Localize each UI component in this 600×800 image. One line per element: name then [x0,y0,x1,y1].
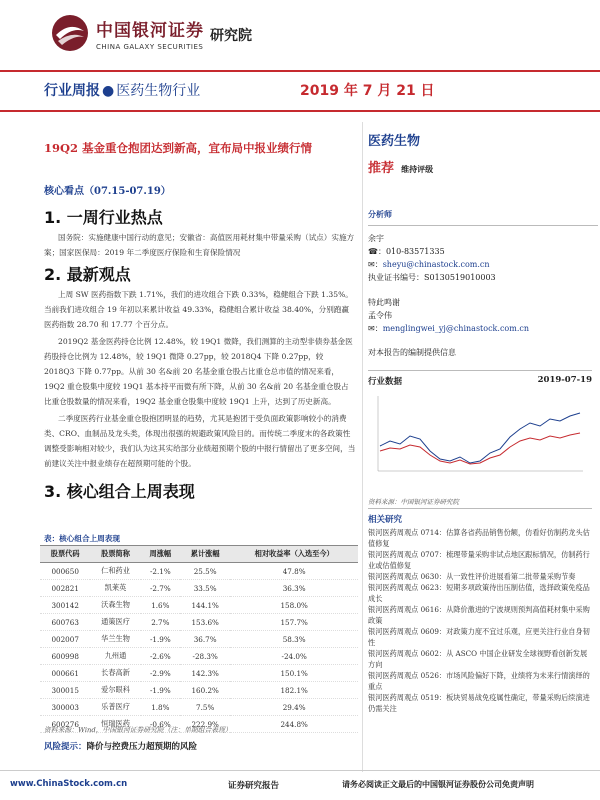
table-cell: 000650 [40,563,90,580]
related-item[interactable]: 银河医药周观点 0526：市场风险偏好下降，业绩将为未来行情演绎的重点 [368,671,590,691]
table-header-cell: 周涨幅 [141,546,180,563]
table-cell: -24.0% [230,648,358,665]
assist-label: 特此鸣谢 [368,298,400,307]
table-row [40,682,358,699]
logo-text-cn: 中国银河证券 [96,20,204,41]
table-cell: 长春高新 [90,665,140,682]
chart-series-red [380,433,580,464]
chart-header [368,375,592,387]
section2-paragraph2: 2019Q2 基金医药持仓比例 12.48%，较 19Q1 微降，我们测算的主动型非债券基金医药股持仓比例为 12.48%，较 19Q1 微降 0.27pp，较 2018Q4 下降 0.27pp，较 2018Q3 下降 0.77pp。从前 30 名&前 20 名基金重仓股占比重仓总市值的情况来看，19Q2 重仓股集中度较 19Q1 基本持平而微有所下降，从前 30 名&前 20 名基金重仓股占比重仓股数量的情况来看，19Q2 基金重仓股集中度较 19Q1 上升，达到了历史新高。 [44,337,353,406]
table-cell: 000661 [40,665,90,682]
table-cell: 36.7% [180,631,230,648]
related-item[interactable]: 银河医药周观点 0616：从降价激进的宁波规则预判高值耗材集中采购政策 [368,605,590,625]
core-label: 核心看点（07.15-07.19） [44,186,171,197]
chart-date: 2019-07-19 [537,375,592,385]
sector-label: 医药生物行业 [116,83,201,99]
table-cell: 157.7% [230,614,358,631]
table-cell: 1.8% [141,699,180,716]
table-body [40,563,358,733]
table-cell: 华兰生物 [90,631,140,648]
email-icon: ✉： [368,324,383,333]
table-row [40,614,358,631]
table-cell: 恒瑞医药 [90,716,140,733]
footer-center: 证券研究报告 [228,781,280,791]
table-cell: 300003 [40,699,90,716]
analyst-label: 分析师 [368,209,392,219]
table-row [40,631,358,648]
table-row [40,580,358,597]
section1-title: 1. 一周行业热点 [44,208,163,227]
portfolio-table [40,545,358,733]
table-header-cell: 股票代码 [40,546,90,563]
chart-title: 行业数据 [368,377,403,387]
table-cell: 通策医疗 [90,614,140,631]
related-item[interactable]: 银河医药周观点 0707：梳理带量采购非试点地区跟标情况，仿制药行业或估值修复 [368,550,590,570]
column-divider [362,122,363,772]
rating-note: 维持评级 [401,164,434,174]
table-source: 资料来源：Wind，中国银河证券研究院（注：单期组合表现） [44,726,232,734]
banner-top-rule [0,70,600,72]
table-header-cell: 累计涨幅 [180,546,230,563]
table-cell: 沃森生物 [90,597,140,614]
report-date: 2019 年 7 月 21 日 [300,83,435,99]
related-research [368,508,592,714]
rating-block [368,157,600,176]
table-cell: 爱尔眼科 [90,682,140,699]
table-cell: 150.1% [230,665,358,682]
table-cell: -0.6% [141,716,180,733]
logo-text-en: CHINA GALAXY SECURITIES [96,42,204,51]
related-item[interactable]: 银河医药周观点 0519：板块贸易战免疫属性确定，带量采购后续演进仍需关注 [368,693,590,713]
table-cell: 25.5% [180,563,230,580]
institute-label: 研究院 [210,28,252,44]
related-list [368,527,592,714]
assist-note: 对本报告的编制提供信息 [368,348,456,357]
table-header-cell: 股票简称 [90,546,140,563]
table-cell: 182.1% [230,682,358,699]
bullet: ● [102,83,115,99]
table-cell: -1.9% [141,631,180,648]
related-item[interactable]: 银河医药周观点 0602：从 ASCO 中国企业研发全球视野看创新发展方向 [368,649,588,669]
related-item[interactable]: 银河医药周观点 0630：从一致性评价进展看第二批带量采购节奏 [368,572,576,581]
assist-email-value[interactable]: menglingwei_yj@chinastock.com.cn [382,324,530,333]
table-cell: 002007 [40,631,90,648]
table-cell: 36.3% [230,580,358,597]
table-cell: 158.0% [230,597,358,614]
table-cell: 凯莱英 [90,580,140,597]
table-cell: 222.9% [180,716,230,733]
table-cell: 144.1% [180,597,230,614]
table-cell: 58.3% [230,631,358,648]
table-cell: -28.3% [180,648,230,665]
table-row [40,699,358,716]
related-label: 相关研究 [368,515,403,525]
analyst-info [368,232,600,284]
section1-text: 国务院：实施健康中国行动的意见；安徽省：高值医用耗材集中带量采购（试点）实施方案；国家医保局：2019 年二季度医疗保险和生育保险情况 [44,233,355,257]
chart-source: 资料来源：中国银河证券研究院 [368,498,459,506]
section2-paragraph3: 二季度医药行业基金重仓股抱团明显的趋势，尤其是抱团于受负面政策影响较小的消费类、CRO、血制品及龙头类，体现出很强的规避政策风险目的。而传统二季度末的各政策性调整受影响相对较少，我们认为这其实给部分业绩超预期个股的中报行情留出了更多空间，当前建议关注中报业绩存在超预期可能的个股。 [44,414,356,468]
table-cell: 仁和药业 [90,563,140,580]
risk-text: 降价与控费压力超预期的风险 [86,742,198,752]
section2-paragraph1: 上周 SW 医药指数下跌 1.71%，我们的进攻组合下跌 0.33%，稳健组合下跌 1.35%。当前我们进攻组合 19 年初以来累计收益 49.33%，稳健组合累计收益 38.40%，分别跑赢医药指数 28.70 和 17.77 个百分点。 [44,290,353,329]
table-row [40,648,358,665]
industry-chart-box [368,370,592,506]
related-item[interactable]: 银河医药周观点 0623：短期多项政策待出压制估值，选择政策免疫品成长 [368,583,590,603]
assist-email[interactable] [368,322,600,335]
analyst-email[interactable]: sheyu@chinastock.com.cn [382,260,490,269]
table-cell: 600276 [40,716,90,733]
table-cell: 2.7% [141,614,180,631]
table-cell: 300142 [40,597,90,614]
section2-title: 2. 最新观点 [44,265,131,284]
report-headline: 19Q2 基金重仓抱团达到新高，宜布局中报业绩行情 [44,141,313,155]
table-cell: -2.6% [141,648,180,665]
table-row [40,597,358,614]
analyst-phone: 010-83571335 [385,247,445,256]
table-cell: 244.8% [230,716,358,733]
related-item[interactable]: 银河医药周观点 0714：估算各省药品销售份额，仿看好仿制药龙头估值修复 [368,528,590,548]
table-header-cell: 相对收益率（入选至今） [230,546,358,563]
rating: 推荐 [368,161,395,176]
cert-label: 执业证书编号： [368,273,424,282]
table-cell: 002821 [40,580,90,597]
analyst-cert: S0130519010003 [424,273,496,282]
sidebar [368,130,600,358]
analyst-phone-row [368,245,600,258]
table-cell: 160.2% [180,682,230,699]
industry-line-chart [368,391,592,491]
table-cell: -2.9% [141,665,180,682]
table-header-row [40,546,358,563]
main-content [44,182,356,502]
table-cell: 7.5% [180,699,230,716]
table-cell: 47.8% [230,563,358,580]
table-cell: 乐普医疗 [90,699,140,716]
assist-name: 孟令伟 [368,311,392,320]
table-cell: 300015 [40,682,90,699]
chart-series-blue [380,413,580,463]
table-cell: -2.1% [141,563,180,580]
table-cell: 1.6% [141,597,180,614]
table-cell: 142.3% [180,665,230,682]
table-cell: 600763 [40,614,90,631]
table-cell: 153.6% [180,614,230,631]
page-footer [0,770,600,800]
related-item[interactable]: 银河医药周观点 0609：对政策力度不宜过乐观，应更关注行业自身韧性 [368,627,590,647]
report-type: 行业周报 [44,83,100,99]
footer-site[interactable]: www.ChinaStock.com.cn [10,779,128,789]
sidebar-sector: 医药生物 [368,134,421,149]
table-cell: -2.7% [141,580,180,597]
assist-info [368,296,600,335]
banner-bottom-rule [0,110,600,112]
table-row [40,563,358,580]
analyst-email-row [368,258,600,271]
table-cell: 600998 [40,648,90,665]
table-caption: 表：核心组合上周表现 [44,534,120,543]
email-icon: ✉： [368,260,383,269]
report-category [44,80,200,100]
analyst-header [368,202,598,226]
risk-warning [44,740,197,752]
table-cell: -1.9% [141,682,180,699]
table-cell: 29.4% [230,699,358,716]
phone-icon: ☎： [368,247,386,256]
galaxy-logo-icon [50,13,90,53]
table-row [40,665,358,682]
analyst-cert-row [368,271,600,284]
company-logo [50,10,410,56]
table-cell: 九州通 [90,648,140,665]
footer-disclaimer: 请务必阅读正文最后的中国银河证券股份公司免责声明 [342,779,534,789]
table-cell: 33.5% [180,580,230,597]
analyst-name: 余宇 [368,234,384,243]
risk-label: 风险提示： [44,742,87,752]
section3-title: 3. 核心组合上周表现 [44,482,195,501]
